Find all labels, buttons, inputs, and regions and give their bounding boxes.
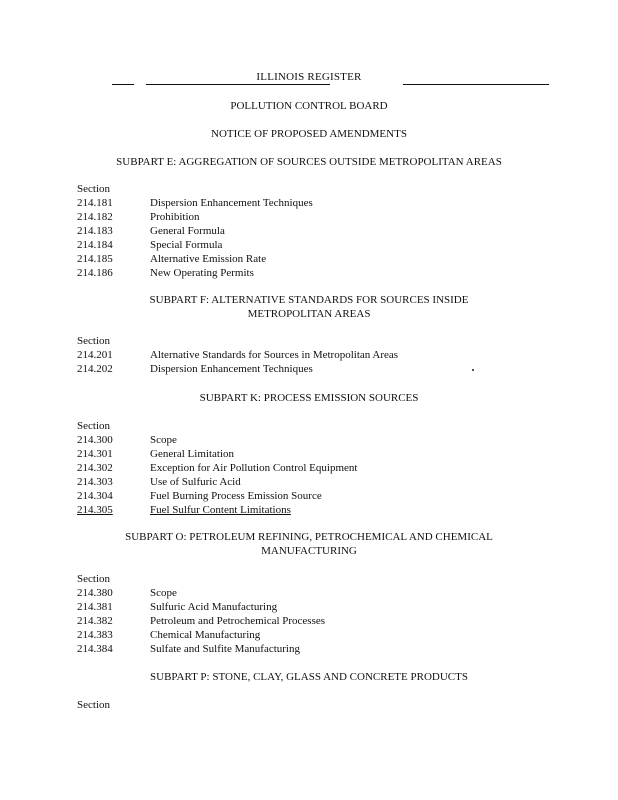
subpart-o-heading-line1: SUBPART O: PETROLEUM REFINING, PETROCHEMICAL AND CHEMICAL (125, 531, 493, 543)
section-number: 214.185 (77, 253, 113, 265)
section-row (77, 600, 597, 614)
section-label: Section (77, 573, 110, 585)
section-row (77, 210, 597, 224)
section-title: Exception for Air Pollution Control Equipment (150, 462, 358, 474)
scan-speck (472, 369, 474, 371)
section-title: Special Formula (150, 239, 223, 251)
section-number: 214.305 (77, 504, 113, 516)
subpart-p-sections (77, 698, 597, 712)
section-number: 214.383 (77, 629, 113, 641)
section-row (77, 489, 597, 503)
section-title: Sulfuric Acid Manufacturing (150, 601, 278, 613)
section-title: Scope (150, 587, 177, 599)
section-title: Fuel Sulfur Content Limitations (150, 504, 291, 516)
subpart-o-heading-line2: MANUFACTURING (261, 545, 357, 557)
subpart-f-heading-line1: SUBPART F: ALTERNATIVE STANDARDS FOR SOURCES INSIDE (149, 294, 469, 306)
section-title: Dispersion Enhancement Techniques (150, 363, 313, 375)
section-title: New Operating Permits (150, 267, 254, 279)
register-title: ILLINOIS REGISTER (256, 71, 362, 83)
section-number: 214.301 (77, 448, 113, 460)
section-number: 214.384 (77, 643, 113, 655)
subpart-o-sections (77, 572, 597, 656)
section-number: 214.181 (77, 197, 113, 209)
section-number: 214.184 (77, 239, 113, 251)
subpart-p-heading: SUBPART P: STONE, CLAY, GLASS AND CONCRETE PRODUCTS (150, 671, 468, 683)
section-title: Alternative Standards for Sources in Metropolitan Areas (150, 349, 399, 361)
section-row (77, 614, 597, 628)
section-label: Section (77, 699, 110, 711)
section-number: 214.382 (77, 615, 113, 627)
section-title: General Limitation (150, 448, 234, 460)
section-row (77, 433, 597, 447)
section-number: 214.302 (77, 462, 113, 474)
header-rule-left-long (146, 84, 330, 85)
section-label: Section (77, 335, 110, 347)
section-number: 214.380 (77, 587, 113, 599)
section-number: 214.182 (77, 211, 113, 223)
section-row (77, 266, 597, 280)
section-title: Petroleum and Petrochemical Processes (150, 615, 326, 627)
section-number: 214.201 (77, 349, 113, 361)
board-title: POLLUTION CONTROL BOARD (230, 100, 388, 112)
section-row (77, 461, 597, 475)
section-row-new (77, 503, 597, 517)
section-title: Alternative Emission Rate (150, 253, 267, 265)
section-row (77, 586, 597, 600)
section-title: General Formula (150, 225, 225, 237)
section-row (77, 348, 597, 362)
section-row (77, 362, 597, 376)
subpart-k-heading: SUBPART K: PROCESS EMISSION SOURCES (199, 392, 419, 404)
section-row (77, 252, 597, 266)
section-title: Fuel Burning Process Emission Source (150, 490, 322, 502)
section-number: 214.381 (77, 601, 113, 613)
section-label: Section (77, 183, 110, 195)
section-title: Sulfate and Sulfite Manufacturing (150, 643, 300, 655)
subpart-f-heading-line2: METROPOLITAN AREAS (247, 308, 371, 320)
section-number: 214.304 (77, 490, 113, 502)
section-number: 214.202 (77, 363, 113, 375)
section-title: Scope (150, 434, 177, 446)
section-row (77, 642, 597, 656)
section-row (77, 196, 597, 210)
section-row (77, 475, 597, 489)
section-title: Use of Sulfuric Acid (150, 476, 241, 488)
section-title: Dispersion Enhancement Techniques (150, 197, 313, 209)
header-rule-left-short (112, 84, 134, 85)
section-title: Chemical Manufacturing (150, 629, 261, 641)
section-title: Prohibition (150, 211, 200, 223)
section-number: 214.183 (77, 225, 113, 237)
section-row (77, 238, 597, 252)
section-number: 214.303 (77, 476, 113, 488)
subpart-e-heading: SUBPART E: AGGREGATION OF SOURCES OUTSIDE METROPOLITAN AREAS (116, 156, 502, 168)
section-number: 214.186 (77, 267, 113, 279)
section-row (77, 628, 597, 642)
section-label: Section (77, 420, 110, 432)
subpart-e-sections (77, 182, 597, 280)
subpart-f-sections (77, 334, 597, 376)
section-number: 214.300 (77, 434, 113, 446)
section-row (77, 224, 597, 238)
subpart-k-sections (77, 419, 597, 517)
section-row (77, 447, 597, 461)
notice-title: NOTICE OF PROPOSED AMENDMENTS (211, 128, 407, 140)
header-rule-right (403, 84, 549, 85)
